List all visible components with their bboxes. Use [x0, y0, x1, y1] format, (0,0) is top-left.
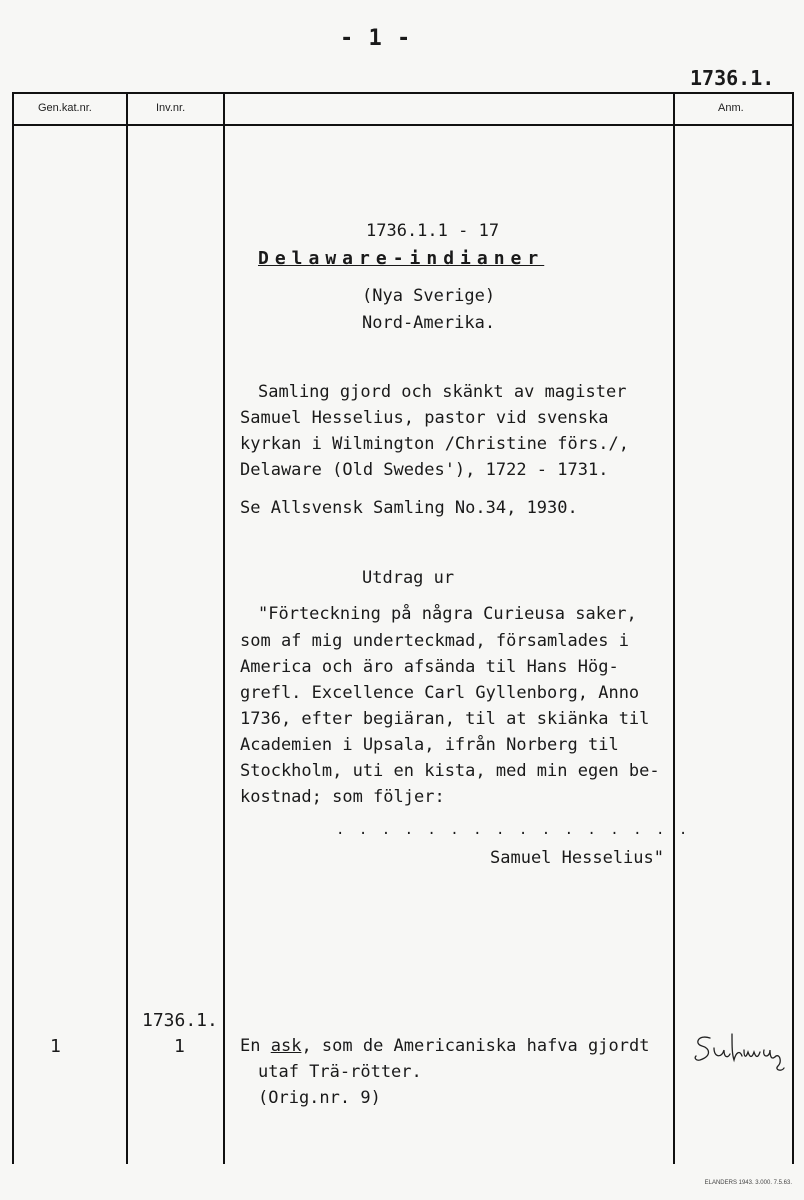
collection-title: Delaware-indianer — [258, 248, 545, 269]
paragraph-line: Samuel Hesselius, pastor vid svenska — [240, 408, 609, 428]
table-header-rule — [12, 124, 794, 126]
printer-mark: ELANDERS 1943. 3.000. 7.5.63. — [704, 1180, 792, 1186]
column-divider-3 — [673, 92, 675, 1164]
handwritten-annotation — [692, 1028, 788, 1076]
entry-desc-prefix: En — [240, 1036, 271, 1056]
ellipsis-dots: . . . . . . . . . . . . . . . . — [336, 822, 691, 838]
table-top-rule — [12, 92, 794, 94]
column-header-anm: Anm. — [718, 102, 744, 114]
reference-line: Se Allsvensk Samling No.34, 1930. — [240, 498, 578, 518]
column-divider-1 — [126, 92, 128, 1164]
table-left-border — [12, 92, 14, 1164]
page-catalog-id: 1736.1. — [690, 66, 775, 90]
column-divider-2 — [223, 92, 225, 1164]
entry-inv-prefix: 1736.1. — [142, 1010, 218, 1031]
excerpt-line: kostnad; som följer: — [240, 787, 445, 807]
excerpt-line: som af mig underteckmad, församlades i — [240, 631, 629, 651]
excerpt-line: "Förteckning på några Curieusa saker, — [258, 604, 637, 624]
excerpt-heading: Utdrag ur — [362, 568, 455, 588]
entry-gen-kat-nr: 1 — [50, 1036, 61, 1057]
excerpt-line: Academien i Upsala, ifrån Norberg til — [240, 735, 619, 755]
paragraph-line: Delaware (Old Swedes'), 1722 - 1731. — [240, 460, 609, 480]
paragraph-line: kyrkan i Wilmington /Christine förs./, — [240, 434, 629, 454]
entry-material-line: utaf Trä-rötter. — [258, 1062, 422, 1082]
entry-description — [240, 1036, 649, 1056]
entry-orig-nr: (Orig.nr. 9) — [258, 1088, 381, 1108]
column-header-gen-kat-nr: Gen.kat.nr. — [38, 102, 92, 114]
excerpt-line: grefl. Excellence Carl Gyllenborg, Anno — [240, 683, 640, 703]
column-header-inv-nr: Inv.nr. — [156, 102, 186, 114]
region-subtitle: (Nya Sverige) — [362, 286, 496, 306]
page-number: - 1 - — [340, 26, 412, 51]
catalog-range: 1736.1.1 - 17 — [366, 221, 500, 241]
excerpt-line: 1736, efter begiäran, til at skiänka til — [240, 709, 650, 729]
excerpt-line: America och äro afsända til Hans Hög- — [240, 657, 619, 677]
entry-inv-nr: 1 — [174, 1036, 185, 1057]
paragraph-line: Samling gjord och skänkt av magister — [258, 382, 627, 402]
entry-desc-rest: , som de Americaniska hafva gjordt — [301, 1036, 650, 1056]
excerpt-signature: Samuel Hesselius" — [490, 848, 664, 868]
entry-object-name: ask — [270, 1036, 302, 1056]
excerpt-line: Stockholm, uti en kista, med min egen be- — [240, 761, 660, 781]
continent-subtitle: Nord-Amerika. — [362, 313, 496, 333]
table-right-border — [792, 92, 794, 1164]
